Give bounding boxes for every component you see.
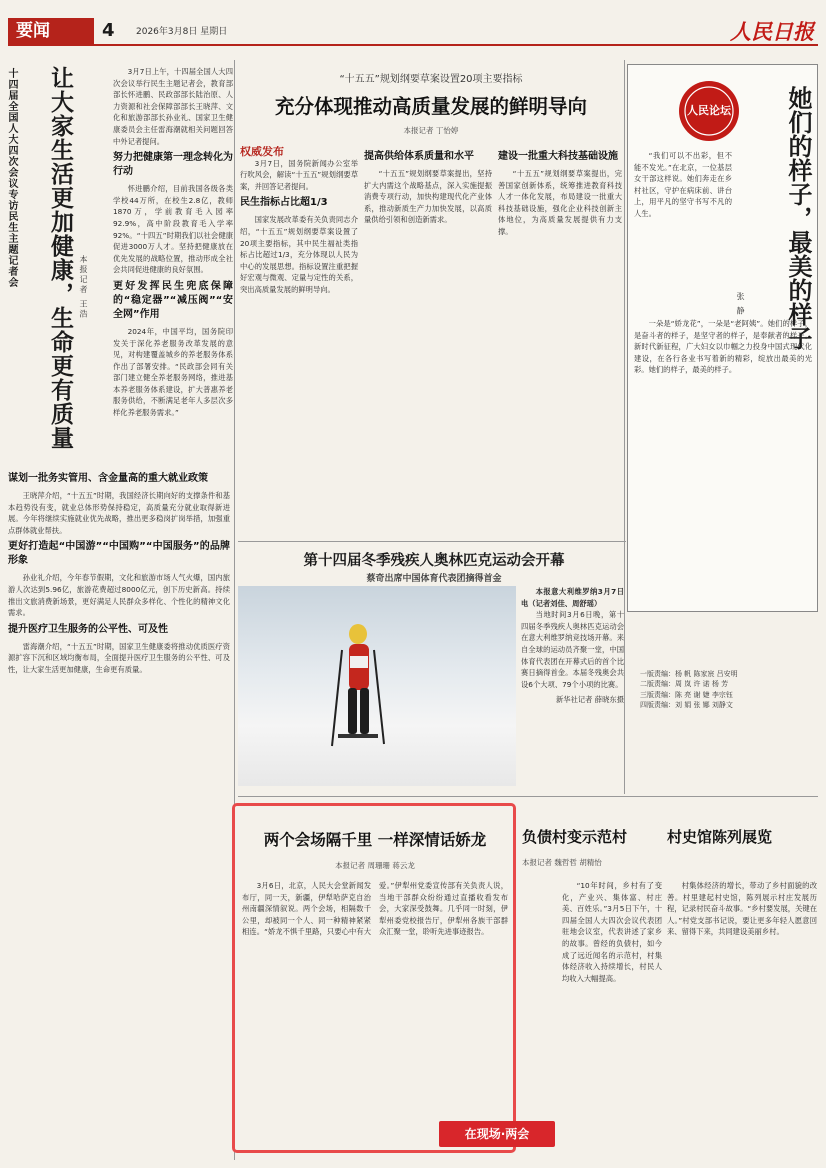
left-section-heading-5: 提升医疗卫生服务的公平性、可及性	[8, 623, 168, 635]
left-lead: 3月7日上午，十四届全国人大四次会议举行民生主题记者会，教育部部长怀进鹏、民政部部长陆治原、人力资源和社会保障部部长王晓萍、文化和旅游部部长孙业礼、国家卫生健康委员会主任雷海潮就相关问题回答中外记者提问。	[113, 67, 233, 146]
top-story-col-2	[364, 146, 492, 536]
left-feature-byline: 本报记者 王浩	[79, 255, 88, 320]
top-story-body-1: 国家发展改革委有关负责同志介绍，“十五五”规划纲要草案设置了20项主要指标，其中民生福祉类指标占比超过1/3，充分体现以人民为中心的发展思想。指标设置注重把握好宏观与微观、定量与定性的关系，突出高质量发展的鲜明导向。	[240, 215, 358, 294]
bottom-left-headline: 两个会场隔千里 一样深情话娇龙	[263, 830, 487, 849]
bottom-right-body: 村集体经济的增长，带动了乡村面貌的改善。村里建起村史馆，陈列展示村庄发展历程，记录村民奋斗故事。“乡村要发展，关键在人。”村党支部书记说，要让更多年轻人愿意回来、留得下来，共同建设美丽乡村。	[667, 881, 817, 937]
opinion-text	[634, 150, 732, 310]
olympics-body: 当地时间3月6日晚，第十四届冬季残疾人奥林匹克运动会在意大利维罗纳竞技场开幕。来自全球的运动员齐聚一堂，中国体育代表团在开幕式后的首个比赛日摘得首金。本届冬残奥会共设6个大项、79个小项的比赛。	[521, 610, 624, 689]
bottom-left-byline: 本报记者 周珊珊 蒋云龙	[335, 861, 415, 870]
olympics-photo	[238, 586, 516, 786]
bottom-right-headline: 村史馆陈列展览	[667, 828, 773, 846]
page-number: 4	[102, 20, 115, 41]
left-section-heading-1: 努力把健康第一理念转化为行动	[113, 152, 233, 178]
opinion-body: 一朵是“娇龙花”，一朵是“老阿姨”。她们的样子，是奋斗者的样子，是坚守者的样子，是奉献者的样子。新时代新征程，广大妇女以巾帼之力投身中国式现代化建设，在各行各业书写着新的精彩，绽放出最美的光彩。她们的样子，最美的样子。	[634, 319, 812, 375]
divider-mid	[238, 796, 818, 797]
olympics-headline: 第十四届冬季残疾人奥林匹克运动会开幕	[303, 552, 565, 569]
top-story-heading-1: 民生指标占比超1/3	[240, 197, 328, 209]
left-section-heading-2: 更好发挥民生兜底保障的“稳定器”“减压阀”“安全网”作用	[113, 280, 233, 320]
left-section-heading-3: 谋划一批务实管用、含金量高的重大就业政策	[8, 473, 208, 484]
top-story-header	[238, 70, 624, 136]
editor-line-4: 四版责编：刘 娟 张 娜 刘静文	[640, 701, 733, 710]
olympics-caption-lead: 本报意大利维罗纳3月7日电（记者刘佳、周舒瑶）	[521, 587, 624, 608]
top-story-col-3	[498, 146, 622, 536]
olympics-subhead: 蔡奇出席中国体育代表团摘得首金	[366, 574, 502, 584]
top-story-body-3: “十五五”规划纲要草案提出，完善国家创新体系，统筹推进教育科技人才一体化发展，布局建设一批重大科技基础设施，强化企业科技创新主体地位，为高质量发展提供有力支撑。	[498, 169, 622, 236]
bottom-left-text	[242, 880, 508, 1118]
live-two-sessions-button[interactable]: 在现场·两会	[439, 1121, 555, 1147]
left-section-body-4: 孙业礼介绍，今年春节假期，文化和旅游市场人气火爆，国内旅游人次达到5.96亿，旅游花费超过8000亿元，创下历史新高。持续推出文旅消费新场景，更好满足人民群众多样化、个性化的精神文化需求。	[8, 573, 230, 618]
top-story-headline: 充分体现推动高质量发展的鲜明导向	[274, 95, 587, 118]
bottom-mid-body: “10年时间，乡村有了变化，产业兴、集体富、村庄美、百姓乐。”3月5日下午，十四届全国人大四次会议代表团驻地会议室，代表讲述了家乡的故事。曾经的负债村，如今成了远近闻名的示范村，村集体经济收入持续增长，村民人均收入大幅提高。	[562, 881, 662, 983]
opinion-column-name: 人民论坛	[687, 104, 731, 117]
section-label: 要闻	[8, 18, 94, 44]
top-story-tag: 权威发布	[240, 146, 284, 158]
top-story-rubric: “十五五”规划纲要草案设置20项主要指标	[339, 74, 523, 85]
skier-illustration	[328, 616, 388, 766]
bottom-mid-text	[562, 880, 662, 1150]
bottom-left-header	[240, 828, 510, 871]
left-section-body-3: 王晓萍介绍，“十五五”时期，我国经济长期向好的支撑条件和基本趋势没有变，就业总体形势保持稳定，高质量充分就业取得新进展。今年将继续实施就业优先战略，推出更多稳岗扩岗举措，加强重点群体就业帮扶。	[8, 491, 230, 535]
opinion-body-text	[634, 318, 812, 606]
divider-top-middle	[238, 541, 626, 542]
opinion-lead: “我们可以不出彩，但不能不发光。”在北京，一位基层女干部这样说。她们奔走在乡村社区，守护在病床前、讲台上，用平凡的坚守书写不凡的人生。	[634, 151, 732, 218]
olympics-text	[521, 586, 624, 791]
bottom-left-body: 3月6日，北京，人民大会堂新闻发布厅，同一天，新疆，伊犁哈萨克自治州南疆深情叙说。两个会场，相隔数千公里，却被同一个人、同一种精神紧紧相连。“娇龙不惧千里路，只要心中有大爱。”伊犁州党委宣传部有关负责人说，当地干部群众纷纷通过直播收看发布会，大家深受鼓舞。几乎同一时刻，伊犁州委党校报告厅，伊犁州各族干部群众汇聚一堂，聆听先进事迹报告。	[242, 881, 508, 937]
bottom-mid-header	[522, 826, 654, 868]
editors-list	[640, 669, 816, 711]
newspaper-logo: 人民日报	[730, 19, 814, 44]
left-col-b	[8, 468, 230, 1158]
left-section-body-1: 怀进鹏介绍，目前我国各级各类学校44万所，在校生2.8亿，教师1870万，学前教育毛入园率92.9%，高中阶段教育毛入学率92%。“十四五”时期我们以社会健康促进3000万人才。坚持把健康放在优先发展的战略位置，推动形成全社会共同促进健康的良好氛围。	[113, 184, 233, 275]
top-story-col-1	[240, 146, 358, 536]
top-story-byline: 本报记者 丁怡婷	[403, 126, 459, 135]
editor-line-1: 一版责编：杨 帆 陈家宸 吕安明	[640, 670, 738, 678]
left-feature-title: 让大家生活更加健康，生命更有质量	[47, 66, 74, 450]
bottom-right-header	[667, 826, 817, 847]
divider-right	[624, 60, 625, 794]
left-section-heading-4: 更好打造起“中国游”“中国购”“中国服务”的品牌形象	[8, 541, 230, 567]
top-story-heading-2: 提高供给体系质量和水平	[364, 151, 474, 162]
bottom-right-text	[667, 880, 817, 1150]
olympics-credit: 新华社记者 薛晓东摄	[556, 695, 624, 705]
opinion-title: 她们的样子，最美的样子	[784, 86, 813, 350]
bottom-mid-byline: 本报记者 魏哲哲 胡精怡	[522, 858, 602, 867]
masthead	[8, 18, 818, 46]
opinion-author: 张 静	[736, 292, 745, 317]
left-col-a	[113, 66, 233, 466]
editor-line-2: 二版责编：周 岚 许 诺 杨 芳	[640, 680, 729, 689]
left-section-body-5: 雷海潮介绍，“十五五”时期，国家卫生健康委将推动优质医疗资源扩容下沉和区域均衡布局，全面提升医疗卫生服务的公平性、可及性，让大家生活更加健康，生命更有质量。	[8, 641, 230, 674]
page-date: 2026年3月8日 星期日	[136, 27, 228, 37]
bottom-mid-headline: 负债村变示范村	[522, 828, 628, 846]
left-kicker: 十四届全国人大四次会议专访民生主题记者会	[6, 68, 17, 288]
top-story-lead: 3月7日，国务院新闻办公室举行吹风会，解读“十五五”规划纲要草案，并回答记者提问。	[240, 158, 358, 191]
editor-line-3: 三版责编：陈 亮 谢 婕 李宗钰	[640, 690, 733, 699]
top-story-body-2: “十五五”规划纲要草案提出，坚持扩大内需这个战略基点，深入实施提振消费专项行动，加快构建现代化产业体系，推动新质生产力加快发展，以高质量供给引领和创造新需求。	[364, 169, 492, 225]
top-story-heading-3: 建设一批重大科技基础设施	[498, 151, 618, 162]
left-section-body-2: 2024年，中国平均，国务院印发关于深化养老服务改革发展的意见，对构建覆盖城乡的养老服务体系作出了部署安排。“民政部会同有关部门建立健全养老服务网络，推进基本养老服务体系建设，扩大普惠养老服务供给，不断满足老年人多层次多样化养老服务需求。”	[113, 326, 233, 418]
